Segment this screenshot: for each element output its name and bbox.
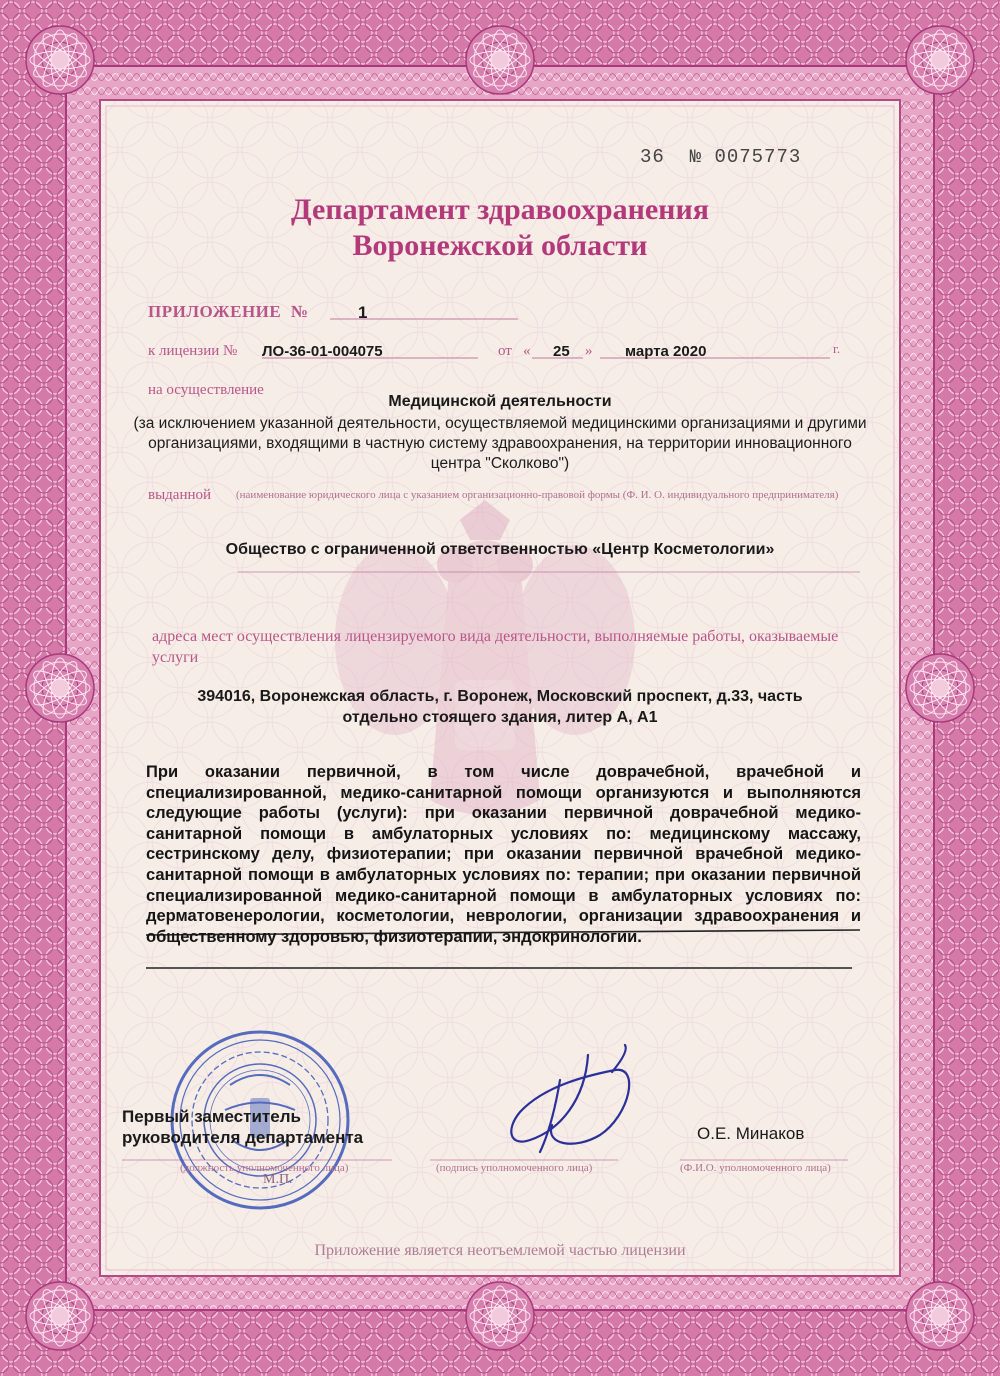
license-year-suffix: г. — [833, 341, 841, 356]
services-text: При оказании первичной, в том числе доврачебной, врачебной и специализированной, медико-санитарной помощи организуются и выполняются следующие работы (услуги): при оказании первичной доврачебной медико-санитарной помощи в амбулаторных условиях по: медицинскому массажу, сестринскому делу, физиотерапии; при оказании первичной врачебной медико-санитарной помощи в амбулаторных условиях по: терапии; при оказании первичной специализированной медико-санитарной помощи в амбулаторных условиях по: дерматовенерологии, косметологии, неврологии, организации здравоохранения и общественному здоровью, физиотерапии, эндокринологии. — [146, 763, 861, 946]
signatory-position-line1: Первый заместитель — [122, 1107, 301, 1126]
activity-title: Медицинской деятельности — [388, 393, 612, 410]
signatory-name: О.Е. Минаков — [697, 1124, 805, 1143]
license-number: ЛО-36-01-004075 — [262, 343, 383, 360]
address-value: 394016, Воронежская область, г. Воронеж, Московский проспект, д.33, часть отдельно стоящего здания, литер А, А1 — [197, 688, 803, 726]
department-title-line2: Воронежской области — [352, 229, 648, 262]
appendix-number: 1 — [358, 303, 368, 322]
license-prefix: к лицензии № — [148, 343, 238, 359]
issued-label: выданной — [148, 487, 212, 503]
activity-note: (за исключением указанной деятельности, осуществляемой медицинскими организациями и другими организациями, входящими в частную систему здравоохранения, на территории инновационного центра "Сколково") — [133, 415, 867, 472]
stamp-place-label: М.П. — [263, 1172, 293, 1187]
license-day: 25 — [553, 343, 570, 360]
license-quote-open: « — [523, 343, 531, 359]
name-hint: (Ф.И.О. уполномоченного лица) — [680, 1162, 831, 1174]
license-month-year: марта 2020 — [625, 343, 707, 360]
department-title — [0, 192, 1000, 264]
signatory-position-line2: руководителя департамента — [122, 1128, 364, 1147]
department-title-line1: Департамент здравоохранения — [291, 193, 709, 226]
address-label: адреса мест осуществления лицензируемого вида деятельности, выполняемые работы, оказываемые услуги — [152, 628, 839, 666]
activity-label: на осуществление — [148, 382, 264, 398]
position-hint: (должность уполномоченного лица) — [180, 1162, 349, 1174]
footer-note: Приложение является неотъемлемой частью лицензии — [314, 1242, 686, 1259]
license-from-label: от — [498, 343, 512, 359]
form-serial-number: 36 № 0075773 — [640, 146, 802, 168]
license-quote-close: » — [585, 343, 593, 359]
organization-name: Общество с ограниченной ответственностью «Центр Косметологии» — [225, 541, 775, 558]
appendix-label: ПРИЛОЖЕНИЕ № — [148, 302, 309, 321]
signature-hint: (подпись уполномоченного лица) — [436, 1162, 593, 1174]
issued-hint: (наименование юридического лица с указанием организационно-правовой формы (Ф. И. О. индивидуального предпринимателя) — [236, 489, 839, 501]
signatory-position — [122, 1106, 363, 1148]
